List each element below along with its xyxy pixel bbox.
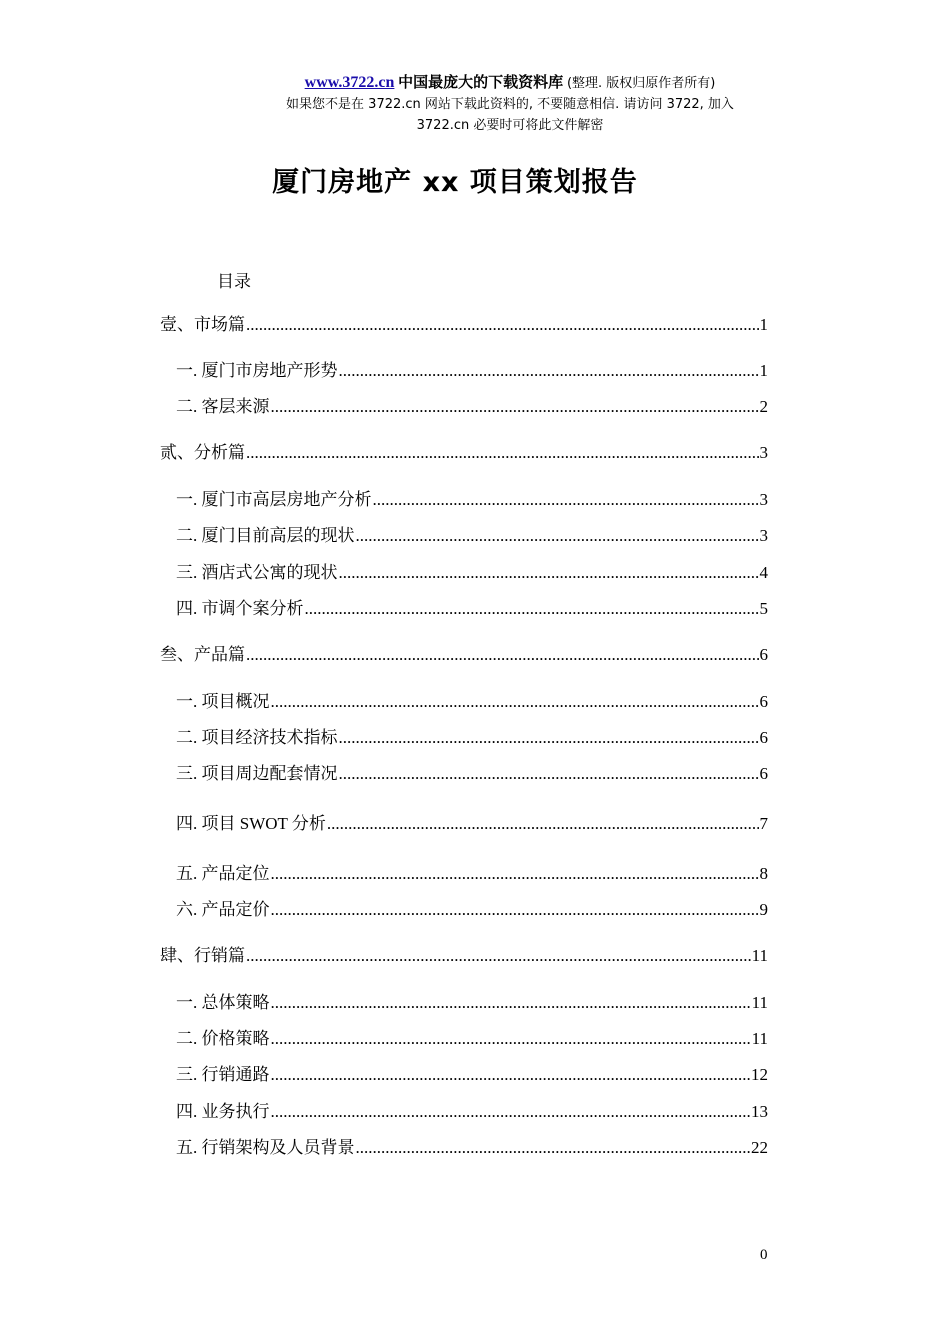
toc-entry[interactable] — [176, 1100, 768, 1124]
download-notice-header — [200, 72, 820, 136]
toc-dot-leader — [327, 812, 759, 836]
toc-dot-leader — [271, 991, 751, 1015]
toc-entry[interactable] — [160, 944, 768, 968]
toc-entry-label: 肆、行销篇 — [160, 946, 245, 965]
toc-entry-label: 三. 酒店式公寓的现状 — [176, 563, 338, 582]
toc-entry-page: 13 — [751, 1102, 768, 1121]
toc-entry-page: 1 — [759, 361, 768, 380]
toc-dot-leader — [339, 359, 759, 383]
toc-entry-page: 6 — [759, 645, 768, 664]
toc-dot-leader — [271, 898, 759, 922]
toc-entry-page: 3 — [759, 443, 768, 462]
site-note: (整理. 版权归原作者所有) — [566, 76, 716, 91]
toc-entry-label: 六. 产品定价 — [176, 900, 270, 919]
toc-dot-leader — [271, 1027, 751, 1051]
toc-entry-label: 一. 项目概况 — [176, 692, 270, 711]
toc-entry-label: 四. 业务执行 — [176, 1102, 270, 1121]
toc-entry-page: 4 — [759, 563, 768, 582]
toc-entry-label: 三. 项目周边配套情况 — [176, 764, 338, 783]
toc-entry-page: 8 — [759, 864, 768, 883]
toc-entry[interactable] — [176, 1063, 768, 1087]
toc-dot-leader — [356, 524, 759, 548]
document-title: 厦门房地产 xx 项目策划报告 — [272, 167, 638, 198]
toc-entry[interactable] — [176, 359, 768, 383]
toc-entry[interactable] — [176, 597, 768, 621]
toc-entry-label: 五. 产品定位 — [176, 864, 270, 883]
toc-entry-page: 9 — [759, 900, 768, 919]
toc-entry-page: 1 — [759, 315, 768, 334]
toc-entry-label: 一. 总体策略 — [176, 993, 270, 1012]
toc-dot-leader — [246, 313, 759, 337]
toc-entry[interactable] — [176, 1136, 768, 1160]
toc-entry-page: 7 — [759, 814, 768, 833]
toc-entry[interactable] — [160, 643, 768, 667]
toc-entry[interactable] — [176, 1027, 768, 1051]
toc-dot-leader — [246, 441, 759, 465]
toc-entry-page: 11 — [751, 993, 768, 1012]
toc-entry[interactable] — [160, 441, 768, 465]
site-link[interactable]: www.3722.cn — [304, 74, 395, 91]
site-slogan: 中国最庞大的下载资料库 — [398, 73, 564, 91]
toc-entry-label: 二. 客层来源 — [176, 397, 270, 416]
toc-entry[interactable] — [160, 313, 768, 337]
toc-dot-leader — [305, 597, 759, 621]
toc-entry-page: 3 — [759, 490, 768, 509]
notice-line-1: 如果您不是在 3722.cn 网站下载此资料的, 不要随意相信. 请访问 3722, 加入 — [286, 97, 734, 112]
toc-entry-page: 5 — [759, 599, 768, 618]
toc-entry-page: 11 — [751, 1029, 768, 1048]
toc-entry-page: 11 — [751, 946, 768, 965]
toc-entry-label: 五. 行销架构及人员背景 — [176, 1138, 355, 1157]
toc-dot-leader — [271, 862, 759, 886]
toc-entry-page: 6 — [759, 692, 768, 711]
toc-entry-label: 壹、市场篇 — [160, 315, 245, 334]
toc-entry-label: 一. 厦门市高层房地产分析 — [176, 490, 372, 509]
toc-entry[interactable] — [176, 991, 768, 1015]
toc-entry-label: 二. 价格策略 — [176, 1029, 270, 1048]
toc-entry[interactable] — [176, 812, 768, 836]
toc-entry[interactable] — [176, 395, 768, 419]
toc-dot-leader — [373, 488, 759, 512]
page-number: 0 — [760, 1247, 768, 1263]
toc-dot-leader — [271, 1063, 751, 1087]
toc-dot-leader — [246, 643, 759, 667]
toc-entry-label: 三. 行销通路 — [176, 1065, 270, 1084]
toc-dot-leader — [246, 944, 751, 968]
toc-entry[interactable] — [176, 524, 768, 548]
toc-entry-page: 6 — [759, 764, 768, 783]
toc-entry-label: 叁、产品篇 — [160, 645, 245, 664]
toc-entry-label: 四. 项目 SWOT 分析 — [176, 814, 326, 833]
toc-entry-label: 二. 厦门目前高层的现状 — [176, 526, 355, 545]
toc-heading: 目录 — [217, 272, 251, 291]
toc-entry[interactable] — [176, 726, 768, 750]
toc-entry-page: 6 — [759, 728, 768, 747]
toc-dot-leader — [339, 762, 759, 786]
toc-entry[interactable] — [176, 862, 768, 886]
toc-entry-label: 贰、分析篇 — [160, 443, 245, 462]
toc-entry[interactable] — [176, 561, 768, 585]
toc-dot-leader — [339, 726, 759, 750]
toc-entry[interactable] — [176, 762, 768, 786]
toc-entry[interactable] — [176, 690, 768, 714]
toc-entry-label: 四. 市调个案分析 — [176, 599, 304, 618]
toc-entry-page: 22 — [751, 1138, 768, 1157]
toc-dot-leader — [339, 561, 759, 585]
toc-entry-page: 3 — [759, 526, 768, 545]
toc-entry[interactable] — [176, 488, 768, 512]
toc-entry-label: 二. 项目经济技术指标 — [176, 728, 338, 747]
toc-entry-page: 12 — [751, 1065, 768, 1084]
toc-entry-page: 2 — [759, 397, 768, 416]
toc-dot-leader — [356, 1136, 751, 1160]
toc-dot-leader — [271, 395, 759, 419]
toc-entry-label: 一. 厦门市房地产形势 — [176, 361, 338, 380]
toc-dot-leader — [271, 690, 759, 714]
notice-line-2: 3722.cn 必要时可将此文件解密 — [416, 118, 604, 133]
toc-dot-leader — [271, 1100, 751, 1124]
toc-entry[interactable] — [176, 898, 768, 922]
